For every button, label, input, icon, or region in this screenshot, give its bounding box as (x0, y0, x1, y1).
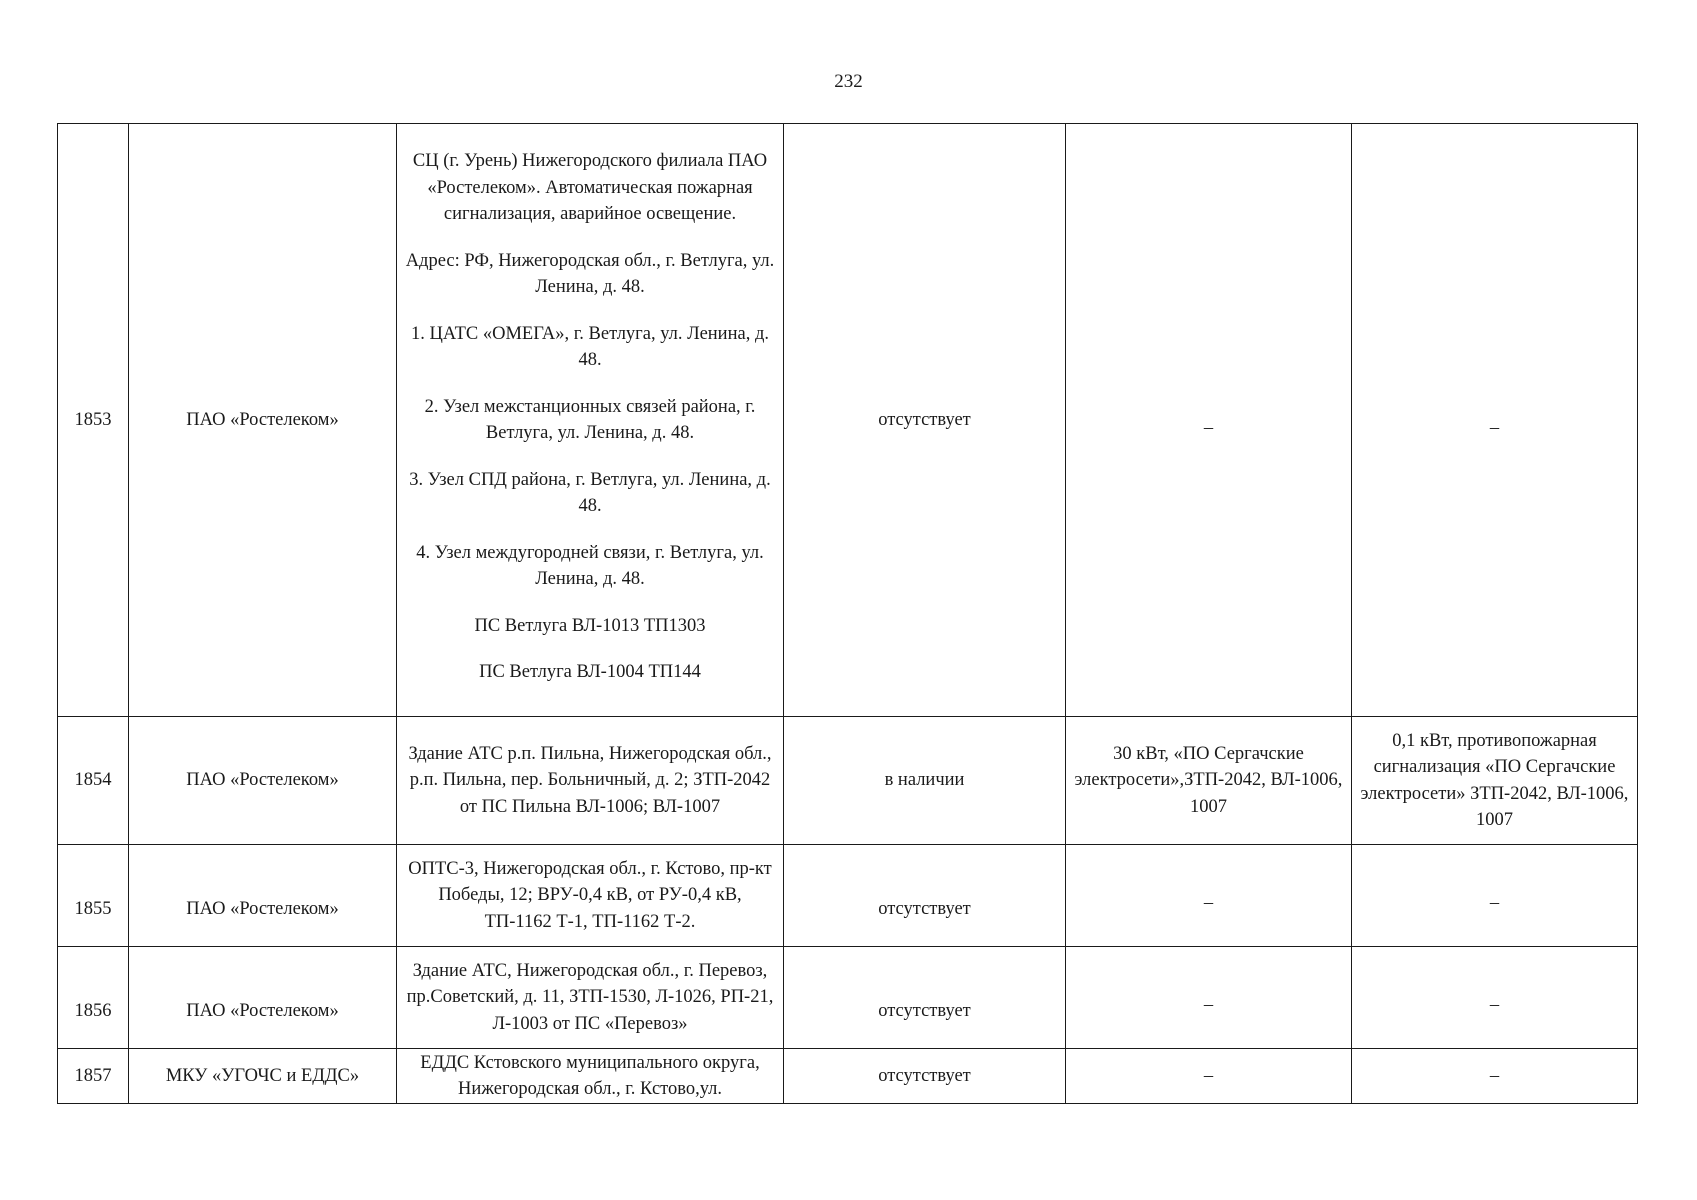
row-number (58, 845, 129, 947)
description-paragraph: ОПТС-3, Нижегородская обл., г. Кстово, пр-кт Победы, 12; ВРУ-0,4 кВ, от РУ-0,4 кВ, ТП-1162 Т-1, ТП-1162 Т-2. (408, 858, 772, 932)
reserve-source: 0,1 кВт, противопожарная сигнализация «ПО Сергачские электросети» ЗТП-2042, ВЛ-1006, 1007 (1352, 717, 1638, 845)
description-paragraph: 1. ЦАТС «ОМЕГА», г. Ветлуга, ул. Ленина, д. 48. (411, 323, 769, 371)
organization-text: ПАО «Ростелеком» (186, 899, 339, 920)
description-paragraph: ПС Ветлуга ВЛ-1004 ТП144 (479, 662, 701, 683)
power-source (1066, 1049, 1352, 1104)
row-number: 1853 (58, 124, 129, 717)
organization (129, 845, 397, 947)
power-source: 30 кВт, «ПО Сергачские электросети»,ЗТП-2042, ВЛ-1006, 1007 (1066, 717, 1352, 845)
row-number: 1857 (58, 1049, 129, 1104)
row-number: 1854 (58, 717, 129, 845)
empty-dash: – (1203, 995, 1214, 1016)
status-text: отсутствует (878, 1001, 971, 1022)
object-description (397, 947, 784, 1049)
backup-power-status: в наличии (784, 717, 1066, 845)
object-description (397, 845, 784, 947)
description-paragraph: 4. Узел междугородней связи, г. Ветлуга, ул. Ленина, д. 48. (416, 542, 764, 590)
organization: ПАО «Ростелеком» (129, 124, 397, 717)
description-paragraph: ЕДДС Кстовского муниципального округа, Нижегородская обл., г. Кстово,ул. (420, 1052, 760, 1099)
reserve-source (1352, 845, 1638, 947)
organization (129, 947, 397, 1049)
organization: ПАО «Ростелеком» (129, 717, 397, 845)
power-source (1066, 845, 1352, 947)
status-text: отсутствует (878, 899, 971, 920)
empty-dash: – (1203, 893, 1214, 914)
row-number (58, 947, 129, 1049)
table-row (58, 1049, 1638, 1104)
description-paragraph: Адрес: РФ, Нижегородская обл., г. Ветлуга, ул. Ленина, д. 48. (405, 250, 775, 298)
power-source (1066, 124, 1352, 717)
page-number: 232 (834, 71, 863, 92)
organization: МКУ «УГОЧС и ЕДДС» (129, 1049, 397, 1104)
reserve-source (1352, 124, 1638, 717)
backup-power-status: отсутствует (784, 124, 1066, 717)
registry-table (57, 123, 1638, 1104)
backup-power-status (784, 845, 1066, 947)
power-source (1066, 947, 1352, 1049)
reserve-source (1352, 947, 1638, 1049)
empty-dash: – (1489, 417, 1500, 438)
empty-dash: – (1203, 1065, 1214, 1086)
description-paragraph: 3. Узел СПД района, г. Ветлуга, ул. Ленина, д. 48. (409, 469, 771, 517)
empty-dash: – (1489, 893, 1500, 914)
table-row (58, 845, 1638, 947)
description-paragraph: ПС Ветлуга ВЛ-1013 ТП1303 (474, 615, 706, 636)
description-paragraph: 2. Узел межстанционных связей района, г. Ветлуга, ул. Ленина, д. 48. (424, 396, 756, 444)
object-description (397, 124, 784, 717)
backup-power-status (784, 947, 1066, 1049)
empty-dash: – (1203, 417, 1214, 438)
row-number-text: 1856 (74, 1001, 112, 1022)
table-row (58, 124, 1638, 717)
description-paragraph: Здание АТС р.п. Пильна, Нижегородская обл., р.п. Пильна, пер. Больничный, д. 2; ЗТП-2042 от ПС Пильна ВЛ-1006; ВЛ-1007 (408, 743, 772, 817)
object-description (397, 1049, 784, 1104)
table-row (58, 717, 1638, 845)
description-paragraph: СЦ (г. Урень) Нижегородского филиала ПАО «Ростелеком». Автоматическая пожарная сигнализация, аварийное освещение. (412, 151, 768, 225)
object-description (397, 717, 784, 845)
table-row (58, 947, 1638, 1049)
reserve-source (1352, 1049, 1638, 1104)
description-paragraph: Здание АТС, Нижегородская обл., г. Перевоз, пр.Советский, д. 11, ЗТП-1530, Л-1026, РП-21, Л-1003 от ПС «Перевоз» (406, 960, 774, 1034)
empty-dash: – (1489, 1065, 1500, 1086)
backup-power-status: отсутствует (784, 1049, 1066, 1104)
empty-dash: – (1489, 995, 1500, 1016)
row-number-text: 1855 (74, 899, 112, 920)
organization-text: ПАО «Ростелеком» (186, 1001, 339, 1022)
